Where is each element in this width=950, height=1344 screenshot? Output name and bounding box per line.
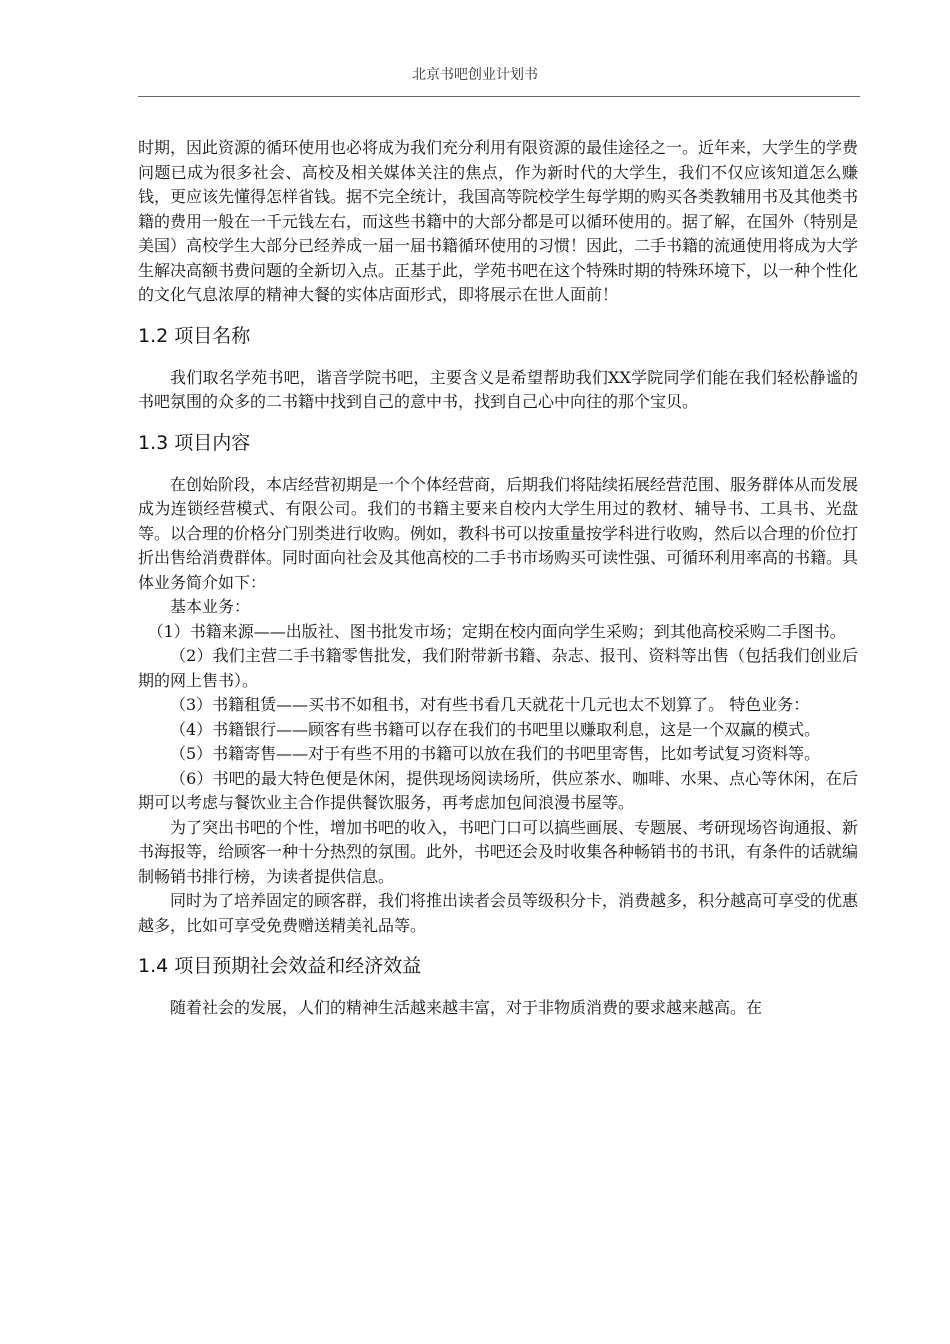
list-item-2: （2）我们主营二手书籍零售批发，我们附带新书籍、杂志、报刊、资料等出售（包括我们创业后期的网上售书）。	[138, 646, 858, 690]
section-1-3-paragraph-4: 同时为了培养固定的顾客群，我们将推出读者会员等级积分卡，消费越多，积分越高可享受的优惠越多，比如可享受免费赠送精美礼品等。	[138, 891, 859, 935]
header-divider	[138, 96, 860, 97]
basic-business-label: 基本业务：	[170, 597, 251, 616]
section-heading-1-2: 1.2 项目名称	[138, 324, 251, 347]
section-1-3-paragraph-1: 在创始阶段，本店经营初期是一个个体经营商，后期我们将陆续拓展经营范围、服务群体从而发展成为连锁经营模式、有限公司。我们的书籍主要来自校内大学生用过的教材、辅导书、工具书、光盘等。以合理的价格分门别类进行收购。例如，教科书可以按重量按学科进行收购，然后以合理的价位打折出售给消费群体。同时面向社会及其他高校的二手书市场购买可读性强、可循环利用率高的书籍。具体业务简介如下：	[138, 474, 859, 592]
list-item-6: （6）书吧的最大特色便是休闲，提供现场阅读场所，供应茶水、咖啡、水果、点心等休闲，在后期可以考虑与餐饮业主合作提供餐饮服务，再考虑加包间浪漫书屋等。	[138, 768, 858, 812]
document-body	[138, 136, 858, 1021]
list-item-4: （4）书籍银行——顾客有些书籍可以存在我们的书吧里以赚取利息，这是一个双赢的模式。	[170, 719, 821, 739]
page-header: 北京书吧创业计划书	[412, 67, 538, 83]
list-item-1: （1）书籍来源——出版社、图书批发市场；定期在校内面向学生采购；到其他高校采购二手图书。	[147, 621, 846, 641]
section-1-2-paragraph: 我们取名学苑书吧，谐音学院书吧，主要含义是希望帮助我们XX学院同学们能在我们轻松静谧的书吧氛围的众多的二书籍中找到自己的意中书，找到自己心中向往的那个宝贝。	[138, 367, 858, 411]
list-item-3: （3）书籍租赁——买书不如租书，对有些书看几天就花十几元也太不划算了。 特色业务：	[170, 695, 810, 714]
intro-paragraph: 时期，因此资源的循环使用也必将成为我们充分利用有限资源的最佳途径之一。近年来，大学生的学费问题已成为很多社会、高校及相关媒体关注的焦点，作为新时代的大学生，我们不仅应该知道怎么赚钱，更应该先懂得怎样省钱。据不完全统计，我国高等院校学生每学期的购买各类教辅用书及其他类书籍的费用一般在一千元钱左右，而这些书籍中的大部分都是可以循环使用的。据了解，在国外（特别是美国）高校学生大部分已经养成一届一届书籍循环使用的习惯！因此，二手书籍的流通使用将成为大学生解决高额书费问题的全新切入点。正基于此，学苑书吧在这个特殊时期的特殊环境下，以一种个性化的文化气息浓厚的精神大餐的实体店面形式，即将展示在世人面前！	[138, 138, 859, 304]
list-item-5: （5）书籍寄售——对于有些不用的书籍可以放在我们的书吧里寄售，比如考试复习资料等。	[170, 744, 821, 763]
section-heading-1-3: 1.3 项目内容	[138, 431, 251, 454]
section-1-4-paragraph: 随着社会的发展，人们的精神生活越来越丰富，对于非物质消费的要求越来越高。在	[170, 998, 763, 1017]
section-heading-1-4: 1.4 项目预期社会效益和经济效益	[138, 955, 422, 977]
section-1-3-paragraph-3: 为了突出书吧的个性，增加书吧的收入，书吧门口可以搞些画展、专题展、考研现场咨询通报、新书海报等，给顾客一种十分热烈的氛围。此外，书吧还会及时收集各种畅销书的书讯，有条件的话就编制畅销书排行榜，为读者提供信息。	[138, 817, 859, 886]
